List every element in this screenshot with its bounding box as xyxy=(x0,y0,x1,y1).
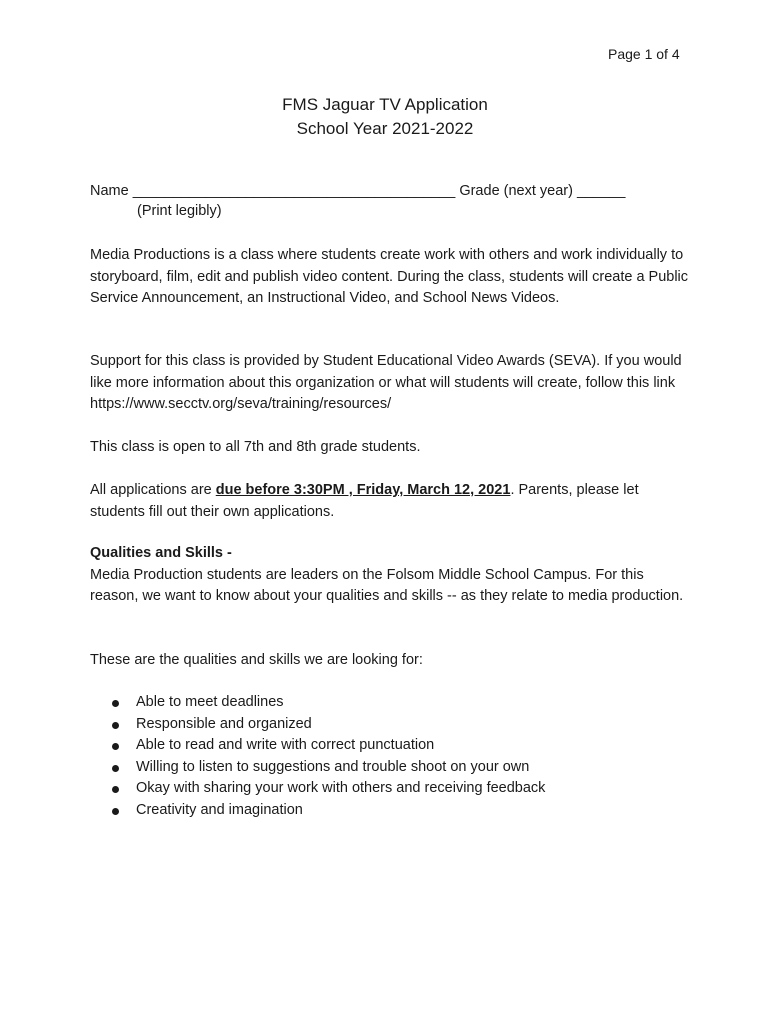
bullet-icon xyxy=(112,722,119,729)
list-item xyxy=(110,714,545,736)
bullet-icon xyxy=(112,743,119,750)
qualities-heading: Qualities and Skills - xyxy=(90,545,232,561)
list-item-text: Willing to listen to suggestions and trouble shoot on your own xyxy=(136,758,530,775)
bullet-icon xyxy=(112,786,119,793)
list-item xyxy=(110,778,545,800)
name-label: Name xyxy=(90,183,129,199)
qualities-text: Media Production students are leaders on the Folsom Middle School Campus. For this reason, we want to know about your qualities and skills -- as they relate to media production. xyxy=(90,566,684,604)
page-number: Page 1 of 4 xyxy=(608,46,680,62)
eligibility-paragraph: This class is open to all 7th and 8th grade students. xyxy=(90,439,421,455)
list-item-text: Okay with sharing your work with others and receiving feedback xyxy=(136,780,546,796)
deadline-paragraph xyxy=(90,480,690,523)
list-item-text: Responsible and organized xyxy=(136,715,312,732)
title-line-2: School Year 2021-2022 xyxy=(296,119,474,138)
bullet-icon xyxy=(112,700,119,707)
qualities-list xyxy=(110,692,545,821)
deadline-date: due before 3:30PM , Friday, March 12, 2021 xyxy=(215,482,511,498)
qualities-section xyxy=(90,543,690,608)
name-grade-line xyxy=(90,181,690,203)
bullet-icon xyxy=(112,808,119,815)
list-item xyxy=(110,735,545,757)
deadline-prefix: All applications are xyxy=(90,482,216,498)
list-item-text: Creativity and imagination xyxy=(136,801,303,818)
grade-blank: ______ xyxy=(577,183,626,199)
title-line-1: FMS Jaguar TV Application xyxy=(282,95,488,114)
list-item xyxy=(110,757,545,779)
grade-label: Grade (next year) xyxy=(459,183,573,199)
deadline-suffix: . Parents, please let students fill out their own applications. xyxy=(90,482,639,520)
bullet-icon xyxy=(112,765,119,772)
list-item xyxy=(110,800,545,822)
document-title xyxy=(0,93,770,141)
list-item-text: Able to read and write with correct punctuation xyxy=(136,737,435,753)
print-note: (Print legibly) xyxy=(137,203,222,219)
name-blank: ________________________________________ xyxy=(132,183,456,199)
list-item-text: Able to meet deadlines xyxy=(136,694,284,710)
intro-paragraph: Media Productions is a class where students create work with others and work individually to storyboard, film, edit and publish video content. During the class, students will create a Public Service Announcement, an Instructional Video, and School News Videos. xyxy=(90,247,689,306)
list-item xyxy=(110,692,545,714)
support-paragraph: Support for this class is provided by Student Educational Video Awards (SEVA). If you would like more information about this organization or what will students will create, follow this link https://www.secctv.org/seva/training/resources/ xyxy=(90,353,682,412)
looking-for-paragraph: These are the qualities and skills we are looking for: xyxy=(90,652,423,668)
